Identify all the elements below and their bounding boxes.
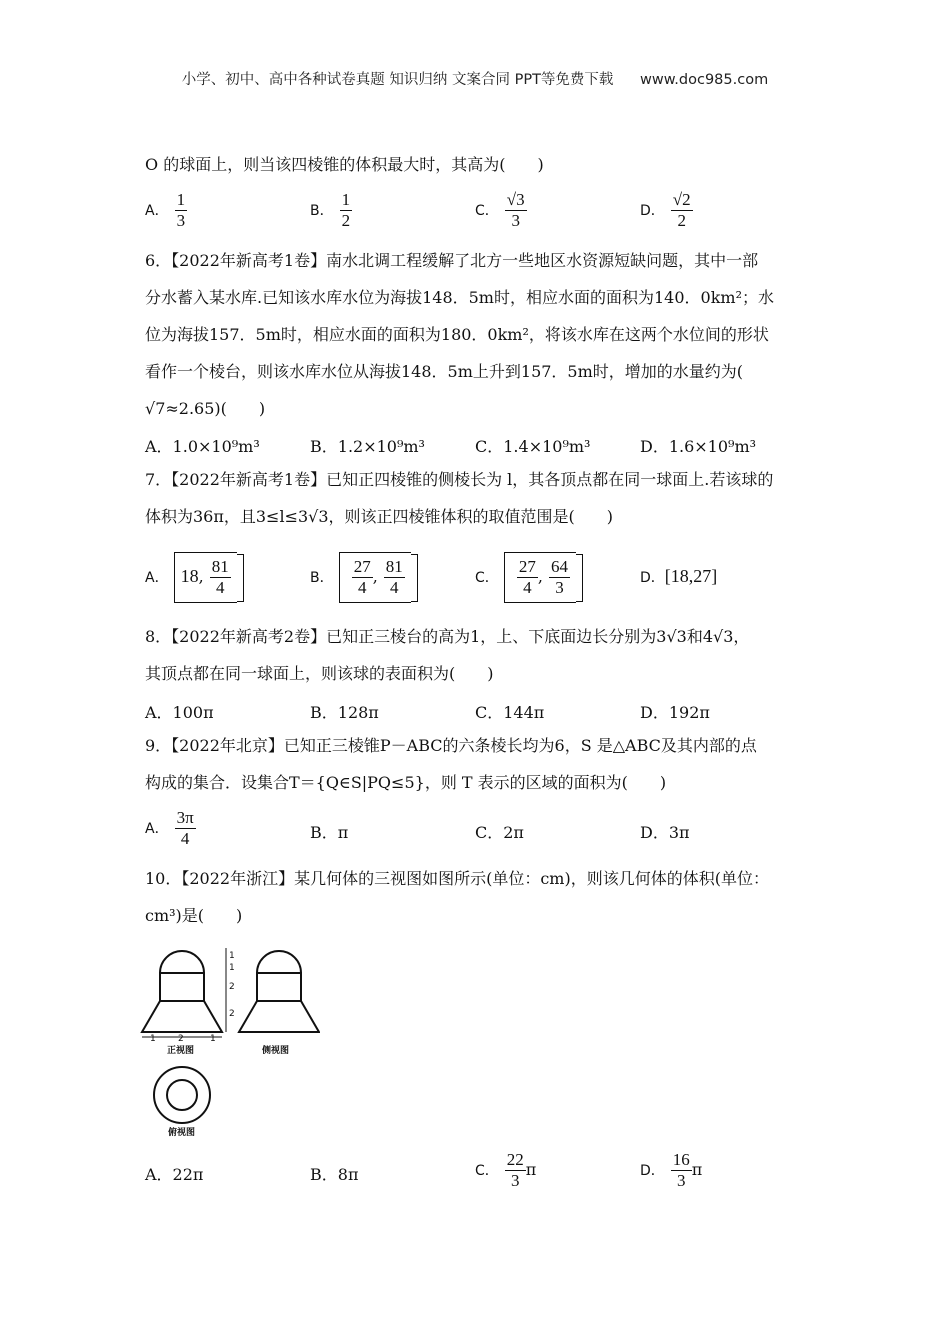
- q10-line-1: 10．【2022年浙江】某几何体的三视图如图所示(单位：cm)，则该几何体的体积(单位：: [145, 869, 769, 888]
- q8-option-a[interactable]: A．100π: [145, 703, 214, 722]
- q8-line-1: 8．【2022年新高考2卷】已知正三棱台的高为1，上、下底面边长分别为3√3和4√3，: [145, 627, 750, 646]
- q6-line-2: 分水蓄入某水库.已知该水库水位为海拔148．5m时，相应水面的面积为140．0km²；水: [145, 288, 774, 307]
- q9-option-a[interactable]: A． $\frac{3\pi}{4}$: [145, 808, 194, 848]
- q9-line-1: 9．【2022年北京】已知正三棱锥P－ABC的六条棱长均为6，S 是△ABC及其内部的点: [145, 736, 757, 755]
- page-header: [0, 68, 950, 89]
- q7-option-d[interactable]: D．[18,27]: [640, 566, 718, 586]
- q7-option-b[interactable]: B． $\frac{27}{4}$ , $\frac{81}{4}$: [310, 552, 418, 603]
- q5-option-b[interactable]: B． $\frac{1}{2}$: [310, 190, 351, 230]
- front-view-cylinder: [160, 973, 204, 1001]
- header-text: 小学、初中、高中各种试卷真题 知识归纳 文案合同 PPT等免费下载: [181, 72, 614, 88]
- q10-option-c[interactable]: C． $\frac{22}{3}$ π: [475, 1150, 537, 1190]
- q9-option-d[interactable]: D．3π: [640, 823, 690, 842]
- q7-option-c[interactable]: C． $\frac{27}{4}$ , $\frac{64}{3}$: [475, 552, 583, 603]
- dim-label: 1: [229, 963, 235, 973]
- front-view-frustum: [142, 1001, 222, 1032]
- q7-option-a[interactable]: A． 18, $\frac{81}{4}$: [145, 552, 244, 603]
- side-view-cylinder: [257, 973, 301, 1001]
- side-view-dome: [257, 951, 301, 973]
- q6-line-4: 看作一个棱台，则该水库水位从海拔148．5m上升到157．5m时，增加的水量约为(: [145, 362, 744, 381]
- dim-label: 2: [229, 1009, 235, 1019]
- q8-line-2: 其顶点都在同一球面上，则该球的表面积为( ): [145, 664, 494, 683]
- top-view-label: 俯视图: [168, 1128, 196, 1138]
- q10-option-a[interactable]: A．22π: [145, 1165, 204, 1184]
- top-view-outer-circle: [154, 1067, 210, 1123]
- q8-option-d[interactable]: D．192π: [640, 703, 710, 722]
- q5-option-a[interactable]: A． $\frac{1}{3}$: [145, 190, 186, 230]
- q9-option-c[interactable]: C．2π: [475, 823, 524, 842]
- q5-text: O 的球面上，则当该四棱锥的体积最大时，其高为( ): [145, 155, 544, 174]
- top-view-inner-circle: [167, 1080, 197, 1110]
- q6-line-3: 位为海拔157．5m时，相应水面的面积为180．0km²，将该水库在这两个水位间的形状: [145, 325, 769, 344]
- q8-option-b[interactable]: B．128π: [310, 703, 379, 722]
- dim-label: 1: [150, 1034, 156, 1044]
- q6-option-d[interactable]: D．1.6×10⁹m³: [640, 437, 757, 456]
- q6-option-a[interactable]: A．1.0×10⁹m³: [145, 437, 260, 456]
- q6-option-b[interactable]: B．1.2×10⁹m³: [310, 437, 425, 456]
- q9-line-2: 构成的集合．设集合T＝{Q∈S|PQ≤5}，则 T 表示的区域的面积为( ): [145, 773, 667, 792]
- side-view-label: 侧视图: [262, 1046, 290, 1056]
- side-view-frustum: [239, 1001, 319, 1032]
- q7-line-1: 7．【2022年新高考1卷】已知正四棱锥的侧棱长为 l，其各顶点都在同一球面上.若该球的: [145, 470, 774, 489]
- q5-option-c[interactable]: C． $\frac{√3}{3}$: [475, 190, 525, 230]
- q9-option-b[interactable]: B．π: [310, 823, 349, 842]
- front-view-label: 正视图: [167, 1046, 195, 1056]
- q6-option-c[interactable]: C．1.4×10⁹m³: [475, 437, 591, 456]
- q5-option-d[interactable]: D． $\frac{√2}{2}$: [640, 190, 691, 230]
- q6-line-5: √7≈2.65)( ): [145, 399, 266, 418]
- three-view-figure: [140, 940, 320, 1140]
- header-url[interactable]: www.doc985.com: [640, 72, 769, 88]
- dim-label: 2: [229, 982, 235, 992]
- q10-option-b[interactable]: B．8π: [310, 1165, 359, 1184]
- q10-line-2: cm³)是( ): [145, 906, 243, 925]
- front-view-dome: [160, 951, 204, 973]
- dim-label: 1: [229, 951, 235, 961]
- q8-option-c[interactable]: C．144π: [475, 703, 545, 722]
- q10-option-d[interactable]: D． $\frac{16}{3}$ π: [640, 1150, 703, 1190]
- q6-line-1: 6．【2022年新高考1卷】南水北调工程缓解了北方一些地区水资源短缺问题，其中一部: [145, 251, 759, 270]
- dim-label: 1: [210, 1034, 216, 1044]
- q7-line-2: 体积为36π，且3≤l≤3√3，则该正四棱锥体积的取值范围是( ): [145, 507, 614, 526]
- dim-label: 2: [178, 1034, 184, 1044]
